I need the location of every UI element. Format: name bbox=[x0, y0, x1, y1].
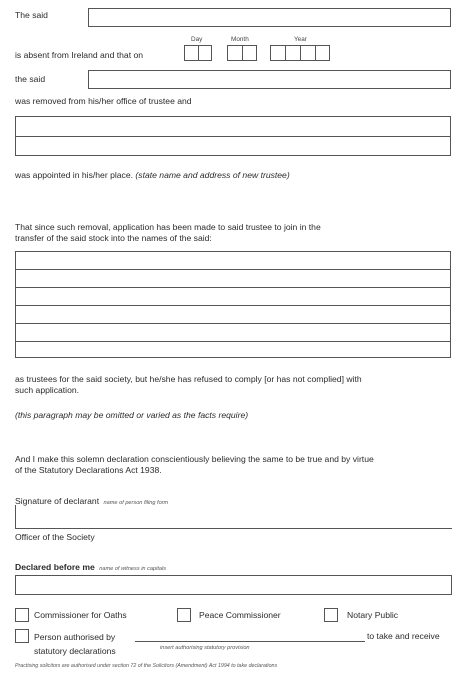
month-header: Month bbox=[231, 36, 249, 43]
footnote: Practising solicitors are authorised under section 72 of the Solicitors (Amendment) Act 1994 to take declarations bbox=[15, 663, 278, 669]
authorised-text bbox=[34, 630, 116, 658]
solemn-line-1: And I make this solemn declaration conscientiously believing the same to be true and by virtue bbox=[15, 454, 374, 464]
since-removal-line-2: transfer of the said stock into the names of the said: bbox=[15, 233, 212, 243]
declared-label-row bbox=[15, 557, 166, 575]
month-field[interactable] bbox=[227, 45, 257, 61]
signature-hint: name of person filing form bbox=[103, 500, 169, 506]
take-receive-label: to take and receive bbox=[367, 631, 440, 641]
year-header: Year bbox=[294, 36, 307, 43]
said-name-field[interactable] bbox=[88, 8, 451, 27]
removed-trustee-field[interactable] bbox=[88, 70, 451, 89]
appointed-line bbox=[15, 170, 290, 181]
omit-note: (this paragraph may be omitted or varied as the facts require) bbox=[15, 410, 249, 420]
absent-text: is absent from Ireland and that on bbox=[15, 50, 144, 60]
witness-name-field[interactable] bbox=[15, 575, 452, 595]
removed-text: was removed from his/her office of trustee and bbox=[15, 96, 192, 106]
signature-label: Signature of declarant bbox=[15, 496, 100, 506]
since-removal-paragraph bbox=[15, 222, 321, 244]
day-field[interactable] bbox=[184, 45, 212, 61]
peace-label: Peace Commissioner bbox=[199, 610, 281, 620]
year-field[interactable] bbox=[270, 45, 330, 61]
the-said-label: The said bbox=[15, 10, 48, 20]
commissioner-checkbox[interactable] bbox=[15, 608, 29, 622]
peace-checkbox[interactable] bbox=[177, 608, 191, 622]
new-trustee-field[interactable] bbox=[15, 116, 451, 156]
declared-hint: name of witness in capitals bbox=[99, 566, 167, 572]
notary-checkbox[interactable] bbox=[324, 608, 338, 622]
appointed-hint: (state name and address of new trustee) bbox=[135, 170, 290, 180]
solemn-line-2: of the Statutory Declarations Act 1938. bbox=[15, 465, 162, 475]
appointed-text: was appointed in his/her place. bbox=[15, 170, 134, 180]
trustees-line-2: such application. bbox=[15, 385, 80, 395]
officer-label: Officer of the Society bbox=[15, 532, 95, 542]
the-said-label-2: the said bbox=[15, 74, 46, 84]
since-removal-line-1: That since such removal, application has been made to said trustee to join in the bbox=[15, 222, 321, 232]
trustees-paragraph bbox=[15, 374, 362, 396]
trustees-line-1: as trustees for the said society, but he/she has refused to comply [or has not complied] with bbox=[15, 374, 362, 384]
authorised-line-2: statutory declarations bbox=[34, 646, 116, 656]
authorising-provision-line[interactable] bbox=[135, 641, 365, 642]
authorised-line-1: Person authorised by bbox=[34, 632, 116, 642]
declared-label: Declared before me bbox=[15, 562, 95, 572]
trustee-names-grid[interactable] bbox=[15, 251, 451, 358]
solemn-paragraph bbox=[15, 454, 374, 476]
signature-field[interactable] bbox=[15, 505, 452, 529]
insert-hint: insert authorising statutory provision bbox=[160, 645, 250, 651]
day-header: Day bbox=[191, 36, 203, 43]
notary-label: Notary Public bbox=[347, 610, 399, 620]
commissioner-label: Commissioner for Oaths bbox=[34, 610, 127, 620]
authorised-checkbox[interactable] bbox=[15, 629, 29, 643]
